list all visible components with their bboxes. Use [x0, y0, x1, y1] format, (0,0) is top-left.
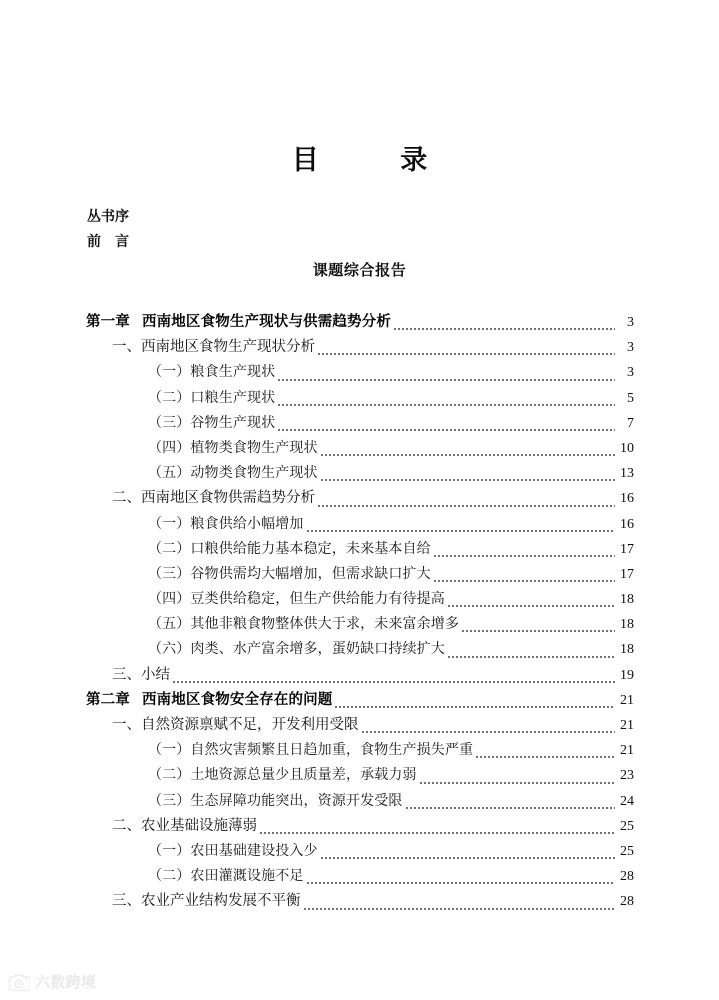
toc-entry-label	[112, 663, 170, 688]
toc-entry[interactable]	[0, 637, 719, 662]
toc-entry-page-number: 21	[620, 718, 634, 733]
toc-leader-dots	[447, 605, 615, 607]
section-heading: 课题综合报告	[312, 263, 407, 279]
toc-entry-title: （二）口粮供给能力基本稳定，未来基本自给	[148, 541, 431, 557]
toc-entry-page-number: 21	[620, 743, 634, 759]
toc-entry[interactable]	[0, 814, 719, 839]
toc-entry-page-number: 3	[627, 365, 634, 381]
watermark-text: 六数跨境	[35, 974, 97, 991]
toc-entry[interactable]	[0, 436, 719, 461]
toc-entry-label	[112, 814, 257, 839]
toc-entry[interactable]	[0, 612, 719, 637]
toc-entry-label	[148, 637, 445, 662]
toc-entry-page-number: 28	[620, 869, 634, 885]
toc-entry-label	[148, 411, 275, 436]
toc-entry-page-number: 13	[620, 466, 634, 482]
toc-entry-page-number: 3	[627, 340, 634, 356]
toc-entry-label	[148, 537, 431, 562]
toc-entry-page-number: 16	[620, 491, 634, 507]
toc-leader-dots	[393, 328, 615, 330]
toc-entry-label	[148, 612, 459, 637]
toc-entry-label	[148, 512, 304, 537]
table-of-contents	[0, 310, 719, 915]
toc-entry-title: 一、自然资源禀赋不足，开发利用受限	[112, 717, 359, 733]
toc-entry-title: （三）谷物生产现状	[148, 415, 276, 431]
toc-entry[interactable]	[0, 411, 719, 436]
toc-entry-label	[112, 335, 315, 360]
toc-entry[interactable]	[0, 537, 719, 562]
toc-entry[interactable]	[0, 864, 719, 889]
toc-entry-title: （一）粮食生产现状	[148, 365, 276, 381]
toc-leader-dots	[317, 353, 615, 355]
toc-entry-page-number: 18	[620, 617, 634, 633]
toc-entry-label	[148, 386, 275, 411]
toc-entry-label	[148, 587, 445, 612]
toc-entry-title: 三、小结	[112, 666, 170, 683]
toc-entry[interactable]	[0, 512, 719, 537]
toc-entry-page-number: 17	[620, 566, 634, 582]
toc-entry-page-number: 24	[620, 793, 634, 809]
toc-entry-title: （一）农田基础建设投入少	[148, 843, 318, 859]
toc-entry-label	[112, 486, 315, 511]
toc-entry[interactable]	[0, 789, 719, 814]
toc-leader-dots	[447, 656, 615, 658]
toc-entry-title: 一、西南地区食物生产现状分析	[112, 339, 315, 356]
toc-entry-page-number: 10	[620, 440, 634, 456]
toc-entry-label	[148, 461, 318, 486]
toc-leader-dots	[361, 731, 616, 733]
toc-entry[interactable]	[0, 335, 719, 360]
front-matter-item-preface-series[interactable]: 丛书序	[87, 208, 129, 224]
toc-entry-label	[112, 713, 359, 738]
toc-entry-title: 二、西南地区食物供需趋势分析	[112, 490, 315, 507]
toc-leader-dots	[320, 857, 615, 859]
toc-entry-page-number: 28	[620, 894, 634, 910]
toc-entry[interactable]	[0, 386, 719, 411]
toc-entry-number: 第二章	[86, 691, 130, 708]
toc-entry-title: （二）口粮生产现状	[148, 390, 276, 406]
toc-leader-dots	[303, 908, 616, 910]
toc-entry-title: （三）生态屏障功能突出，资源开发受限	[148, 793, 403, 809]
front-matter-item-foreword[interactable]: 前 言	[87, 233, 129, 249]
toc-entry-page-number: 25	[620, 843, 634, 859]
toc-entry-page-number: 7	[627, 415, 634, 431]
toc-entry-title: （三）谷物供需均大幅增加，但需求缺口扩大	[148, 566, 431, 582]
toc-entry[interactable]	[0, 310, 719, 335]
toc-leader-dots	[259, 832, 615, 834]
toc-leader-dots	[433, 555, 615, 557]
toc-leader-dots	[317, 505, 615, 507]
toc-entry-title: （二）土地资源总量少且质量差，承载力弱	[148, 768, 417, 784]
toc-entry[interactable]	[0, 738, 719, 763]
toc-entry-page-number: 21	[620, 692, 634, 708]
toc-entry-page-number: 23	[620, 768, 634, 784]
toc-entry-label	[148, 864, 304, 889]
toc-leader-dots	[172, 681, 615, 683]
watermark	[8, 974, 96, 992]
toc-leader-dots	[334, 706, 615, 708]
toc-entry-label	[86, 688, 332, 713]
toc-entry-label	[148, 763, 417, 788]
toc-entry-label	[148, 436, 318, 461]
toc-entry-title: （四）植物类食物生产现状	[148, 440, 318, 456]
toc-entry-label	[148, 562, 431, 587]
toc-leader-dots	[475, 756, 615, 758]
toc-entry-title: （六）肉类、水产富余增多，蛋奶缺口持续扩大	[148, 642, 445, 658]
toc-leader-dots	[277, 379, 615, 381]
toc-entry-page-number: 17	[620, 541, 634, 557]
toc-leader-dots	[320, 479, 615, 481]
toc-entry-title: （四）豆类供给稳定，但生产供给能力有待提高	[148, 592, 445, 608]
toc-entry-label	[148, 360, 275, 385]
toc-entry-page-number: 3	[627, 315, 634, 330]
toc-leader-dots	[433, 580, 615, 582]
toc-entry-page-number: 16	[620, 516, 634, 532]
toc-entry[interactable]	[0, 688, 719, 713]
toc-entry[interactable]	[0, 360, 719, 385]
toc-entry[interactable]	[0, 839, 719, 864]
toc-entry-page-number: 5	[627, 390, 634, 406]
toc-entry[interactable]	[0, 889, 719, 914]
toc-entry-page-number: 18	[620, 592, 634, 608]
toc-entry[interactable]	[0, 763, 719, 788]
toc-entry[interactable]	[0, 486, 719, 511]
toc-entry-title: 二、农业基础设施薄弱	[112, 817, 257, 834]
toc-entry-label	[148, 789, 403, 814]
toc-entry[interactable]	[0, 713, 719, 738]
toc-entry-page-number: 25	[620, 818, 634, 834]
toc-entry-label	[148, 839, 318, 864]
toc-entry-page-number: 18	[620, 642, 634, 658]
camera-logo-icon	[8, 974, 30, 992]
toc-leader-dots	[277, 429, 615, 431]
toc-leader-dots	[405, 807, 615, 809]
toc-leader-dots	[419, 782, 615, 784]
toc-entry[interactable]	[0, 461, 719, 486]
toc-entry-number: 第一章	[86, 314, 130, 330]
toc-leader-dots	[306, 882, 615, 884]
toc-leader-dots	[320, 454, 615, 456]
toc-entry-title: （二）农田灌溉设施不足	[148, 869, 304, 885]
toc-entry-title: （一）自然灾害频繁且日趋加重，食物生产损失严重	[148, 743, 474, 759]
page-title: 目 录	[291, 145, 437, 175]
toc-entry-label	[86, 310, 391, 335]
toc-entry[interactable]	[0, 587, 719, 612]
toc-entry-title: （五）其他非粮食物整体供大于求，未来富余增多	[148, 617, 460, 633]
front-matter-list	[87, 204, 129, 254]
toc-entry[interactable]	[0, 562, 719, 587]
toc-entry-page-number: 19	[620, 667, 634, 683]
toc-entry[interactable]	[0, 663, 719, 688]
toc-entry-label	[112, 889, 301, 914]
toc-entry-title: 西南地区食物安全存在的问题	[142, 691, 333, 708]
toc-entry-label	[148, 738, 473, 763]
toc-entry-title: （一）粮食供给小幅增加	[148, 516, 304, 532]
toc-leader-dots	[306, 530, 615, 532]
toc-leader-dots	[277, 404, 615, 406]
toc-entry-title: （五）动物类食物生产现状	[148, 466, 318, 482]
toc-leader-dots	[461, 630, 615, 632]
toc-entry-title: 三、农业产业结构发展不平衡	[112, 893, 301, 910]
toc-entry-title: 西南地区食物生产现状与供需趋势分析	[142, 314, 391, 330]
